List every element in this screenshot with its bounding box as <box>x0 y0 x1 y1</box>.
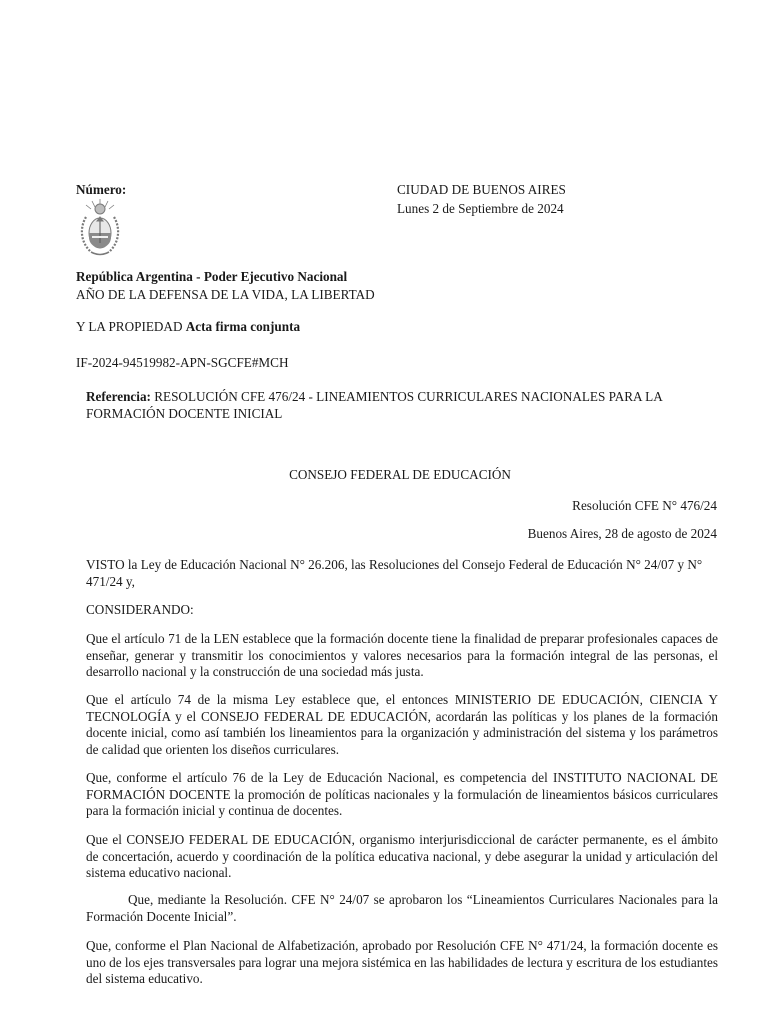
visto-paragraph: VISTO la Ley de Educación Nacional N° 26.206, las Resoluciones del Consejo Federal de Educación N° 24/07 y N° 471/24 y, <box>86 557 703 589</box>
paragraph-1: Que el artículo 71 de la LEN establece que la formación docente tiene la finalidad de preparar profesionales capaces de enseñar, generar y transmitir los conocimientos y valores necesarios para la formación integral de las personas, el desarrollo nacional y la construcción de una sociedad más justa. <box>86 631 718 679</box>
place-date: Buenos Aires, 28 de agosto de 2024 <box>527 526 717 541</box>
numero-label: Número: <box>76 182 127 197</box>
considerando-heading: CONSIDERANDO: <box>86 602 194 617</box>
year-motto-line-1: AÑO DE LA DEFENSA DE LA VIDA, LA LIBERTAD <box>76 287 375 302</box>
paragraph-2: Que el artículo 74 de la misma Ley establece que, el entonces MINISTERIO DE EDUCACIÓN, CIENCIA Y TECNOLOGÍA y el CONSEJO FEDERAL DE EDUCACIÓN, acordarán las políticas y los planes de la formación docente inicial, como así también los lineamientos para la organización y administración del sistema y los parámetros de calidad que orienten los diseños curriculares. <box>86 692 718 757</box>
year-motto-line-2: Y LA PROPIEDAD Acta firma conjunta <box>76 319 301 334</box>
argentine-coat-of-arms-icon <box>78 197 122 259</box>
paragraph-6: Que, conforme el Plan Nacional de Alfabetización, aprobado por Resolución CFE N° 471/24, la formación docente es uno de los ejes transversales para lograr una mejora sistémica en las habilidades de lectura y escritura de los estudiantes del sistema educativo. <box>86 938 718 986</box>
organization-title: CONSEJO FEDERAL DE EDUCACIÓN <box>289 467 511 482</box>
republic-line: República Argentina - Poder Ejecutivo Nacional <box>76 269 348 284</box>
document-id: IF-2024-94519982-APN-SGCFE#MCH <box>76 355 289 370</box>
reference <box>86 389 718 422</box>
paragraph-3: Que, conforme el artículo 76 de la Ley de Educación Nacional, es competencia del INSTITUTO NACIONAL DE FORMACIÓN DOCENTE la promoción de políticas nacionales y la formulación de lineamientos básicos curriculares para la formación inicial y continua de docentes. <box>86 770 718 818</box>
document-type: Acta firma conjunta <box>185 319 301 334</box>
reference-label: Referencia: <box>86 389 151 404</box>
city: CIUDAD DE BUENOS AIRES <box>397 182 566 197</box>
reference-text: RESOLUCIÓN CFE 476/24 - LINEAMIENTOS CURRICULARES NACIONALES PARA LA FORMACIÓN DOCENTE INICIAL <box>86 389 662 421</box>
paragraph-4: Que el CONSEJO FEDERAL DE EDUCACIÓN, organismo interjurisdiccional de carácter permanente, es el ámbito de concertación, acuerdo y coordinación de la política educativa nacional, y debe asegurar la unidad y articulación del sistema educativo nacional. <box>86 832 718 880</box>
document-date: Lunes 2 de Septiembre de 2024 <box>397 201 564 216</box>
resolution-number: Resolución CFE N° 476/24 <box>572 498 717 513</box>
paragraph-5: Que, mediante la Resolución. CFE N° 24/07 se aprobaron los “Lineamientos Curriculares Nacionales para la Formación Docente Inicial”. <box>86 892 718 924</box>
